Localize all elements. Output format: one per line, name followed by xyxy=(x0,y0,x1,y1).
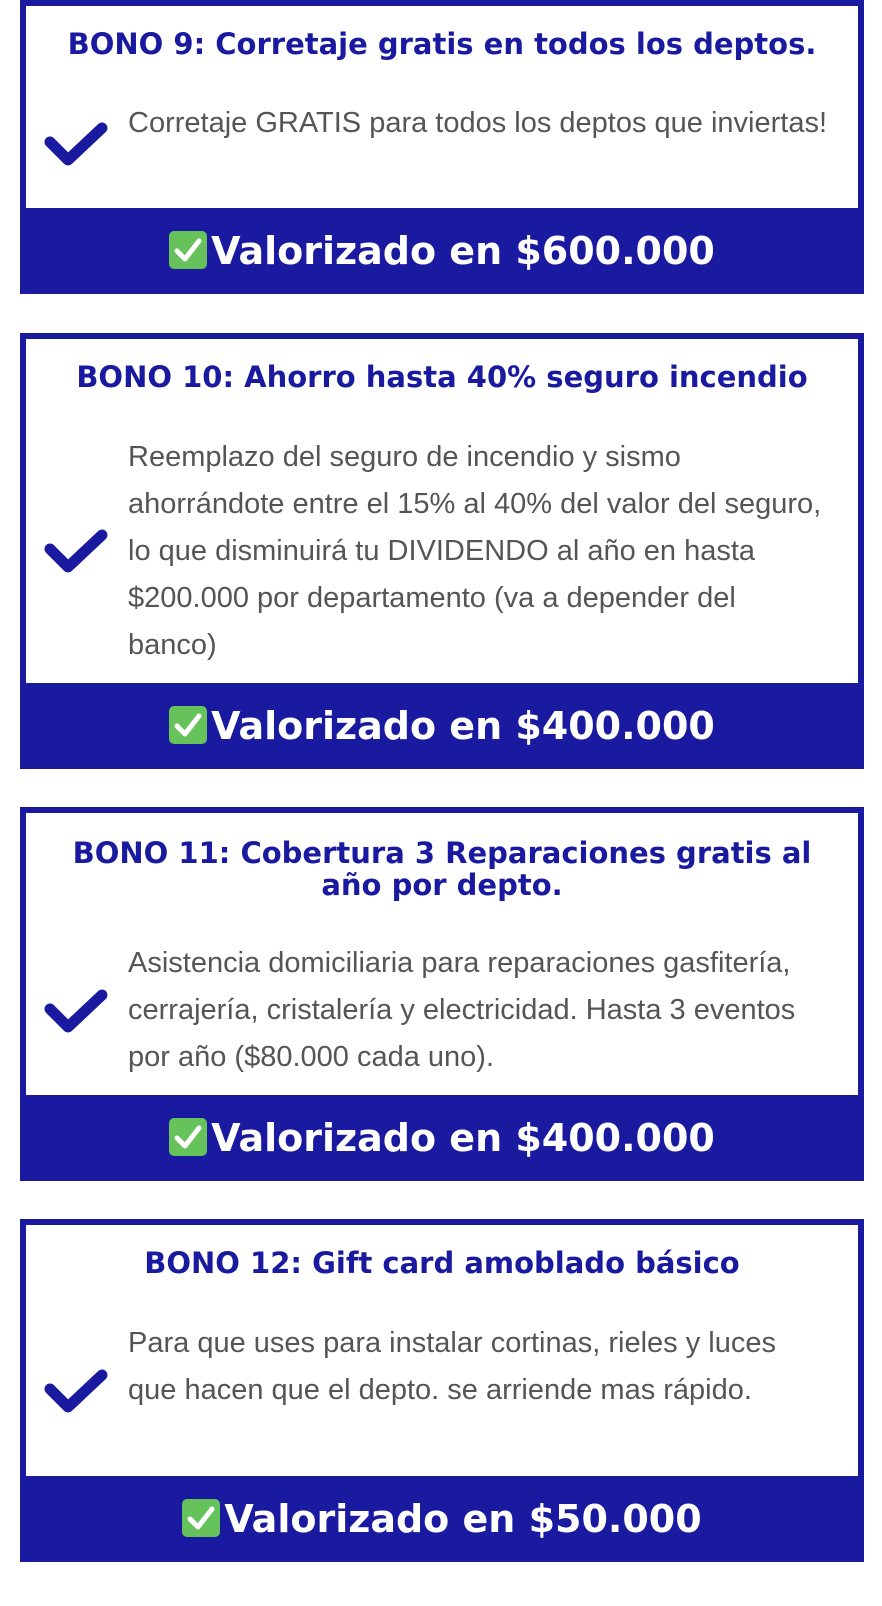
bonus-description: Asistencia domiciliaria para reparaciones gasfitería, cerrajería, cristalería y electricidad. Hasta 3 eventos por año ($80.000 cada uno). xyxy=(128,947,796,1073)
bonus-card-9 xyxy=(20,0,864,294)
green-checkmark-icon xyxy=(169,1118,207,1156)
value-bar xyxy=(20,1095,864,1181)
check-icon xyxy=(44,116,110,170)
green-checkmark-icon xyxy=(169,706,207,744)
bonus-description: Corretaje GRATIS para todos los deptos que inviertas! xyxy=(128,107,828,139)
bonus-title: BONO 10: Ahorro hasta 40% seguro incendio xyxy=(76,360,808,394)
bonus-title: BONO 11: Cobertura 3 Reparaciones gratis al año por depto. xyxy=(72,836,812,902)
green-checkmark-icon xyxy=(169,231,207,269)
value-bar xyxy=(20,683,864,769)
bonus-title: BONO 9: Corretaje gratis en todos los deptos. xyxy=(67,27,817,61)
green-checkmark-icon xyxy=(182,1499,220,1537)
check-icon xyxy=(44,1363,110,1417)
value-label: Valorizado en $400.000 xyxy=(211,1116,715,1160)
bonus-card-10 xyxy=(20,333,864,769)
value-label: Valorizado en $50.000 xyxy=(224,1497,702,1541)
check-icon xyxy=(44,983,110,1037)
bonus-card-11 xyxy=(20,807,864,1181)
bonus-title: BONO 12: Gift card amoblado básico xyxy=(144,1246,740,1280)
bonus-description: Reemplazo del seguro de incendio y sismo ahorrándote entre el 15% al 40% del valor del seguro, lo que disminuirá tu DIVIDENDO al año en hasta $200.000 por departamento (va a depender del banco) xyxy=(128,441,822,661)
value-label: Valorizado en $600.000 xyxy=(211,229,715,273)
value-bar xyxy=(20,208,864,294)
value-bar xyxy=(20,1476,864,1562)
bonus-card-12 xyxy=(20,1219,864,1562)
check-icon xyxy=(44,523,110,577)
value-label: Valorizado en $400.000 xyxy=(211,704,715,748)
bonus-description: Para que uses para instalar cortinas, rieles y luces que hacen que el depto. se arriende mas rápido. xyxy=(128,1327,776,1406)
